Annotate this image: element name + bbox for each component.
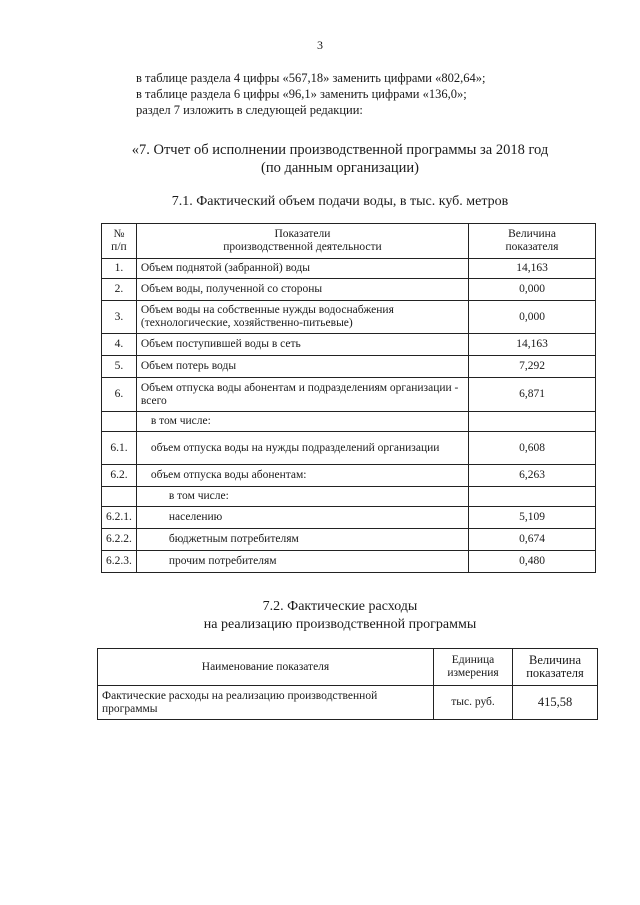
header-value: Величина показателя [469,224,596,259]
row-value: 7,292 [469,356,596,378]
row-name: Объем потерь воды [136,356,468,378]
row-value: 0,674 [469,529,596,551]
table-row [102,465,596,487]
section-subtitle: (по данным организации) [260,160,419,176]
row-name: прочим потребителям [136,551,468,573]
row-num: 6.2.3. [102,551,137,573]
row-num [102,412,137,432]
row-value [469,487,596,507]
table-row [102,551,596,573]
table-row [102,356,596,378]
table-row [102,507,596,529]
row-num: 6.2.1. [102,507,137,529]
row-name: Объем поднятой (забранной) воды [136,259,468,279]
row-name: Объем воды на собственные нужды водоснабжения (технологические, хозяйственно-питьевые) [136,301,468,334]
table2-subtitle: на реализацию производственной программы [203,617,477,632]
amendment-text [136,70,485,118]
row-num: 2. [102,279,137,301]
row-value: 14,163 [469,334,596,356]
table-row [102,432,596,465]
row-value: 0,000 [469,301,596,334]
expenses-table [97,648,598,720]
table-row [102,279,596,301]
row-value [469,412,596,432]
row-value: 6,871 [469,378,596,412]
row-name: Объем отпуска воды абонентам и подразделениям организации - всего [136,378,468,412]
page-number: 3 [317,38,323,52]
row-num: 6. [102,378,137,412]
row-value: 6,263 [469,465,596,487]
row-name: объем отпуска воды на нужды подразделений организации [136,432,468,465]
row-value: 5,109 [469,507,596,529]
row-num [102,487,137,507]
row-num: 6.2.2. [102,529,137,551]
table-row [102,334,596,356]
row-num: 4. [102,334,137,356]
amendment-line: в таблице раздела 6 цифры «96,1» заменить цифрами «136,0»; [136,87,467,101]
row-num: 3. [102,301,137,334]
table-row [102,412,596,432]
header-indicator-name: Наименование показателя [98,649,434,686]
header-indicator: Показатели производственной деятельности [136,224,468,259]
row-name: в том числе: [136,412,468,432]
header-value: Величина показателя [513,649,598,686]
table-header-row [98,649,598,686]
row-value: 0,608 [469,432,596,465]
section-title: «7. Отчет об исполнении производственной программы за 2018 год [131,142,549,158]
row-name: Объем воды, полученной со стороны [136,279,468,301]
header-unit: Единица измерения [434,649,513,686]
table-row [102,487,596,507]
water-supply-table [101,223,596,573]
row-name: Фактические расходы на реализацию производственной программы [98,686,434,720]
row-num: 6.2. [102,465,137,487]
row-value: 0,480 [469,551,596,573]
row-value: 14,163 [469,259,596,279]
row-value: 415,58 [513,686,598,720]
row-name: населению [136,507,468,529]
table-row [102,378,596,412]
table-row [98,686,598,720]
table-row [102,259,596,279]
table-row [102,529,596,551]
row-num: 6.1. [102,432,137,465]
amendment-line: в таблице раздела 4 цифры «567,18» заменить цифрами «802,64»; [136,71,486,85]
table-header-row [102,224,596,259]
row-name: бюджетным потребителям [136,529,468,551]
row-name: объем отпуска воды абонентам: [136,465,468,487]
amendment-line: раздел 7 изложить в следующей редакции: [136,103,363,117]
row-num: 1. [102,259,137,279]
row-num: 5. [102,356,137,378]
table1-title: 7.1. Фактический объем подачи воды, в тыс. куб. метров [171,194,509,209]
row-name: в том числе: [136,487,468,507]
table-row [102,301,596,334]
table2-title: 7.2. Фактические расходы [262,599,418,614]
row-name: Объем поступившей воды в сеть [136,334,468,356]
row-unit: тыс. руб. [434,686,513,720]
row-value: 0,000 [469,279,596,301]
header-num: № п/п [102,224,137,259]
